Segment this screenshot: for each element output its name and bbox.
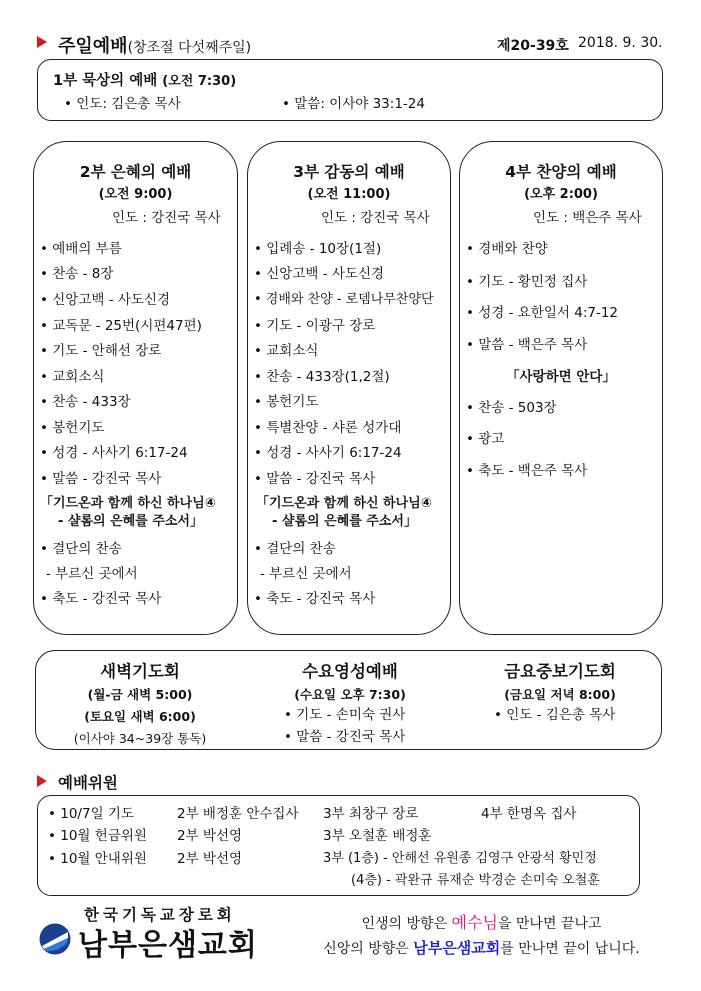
church-logo-icon	[38, 922, 72, 956]
section-marker-icon	[37, 36, 47, 48]
issue-number: 제20-39호	[497, 38, 569, 54]
list-item: • 찬송 - 503장	[466, 400, 557, 416]
service4-leader: 인도 : 백은주 목사	[533, 210, 642, 226]
committee-prayer-4: 4부 한명옥 집사	[481, 806, 577, 822]
page-title: 주일예배	[58, 36, 128, 57]
committee-usher-2: 2부 박선영	[177, 851, 243, 867]
wed-service-title: 수요영성예배	[302, 662, 398, 681]
sermon-title: 「기드온과 함께 하신 하나님④	[256, 496, 432, 511]
list-item: • 기도 - 황민정 집사	[466, 274, 588, 290]
list-item: • 말씀 - 백은주 목사	[466, 337, 588, 353]
committee-usher-3: 3부 (1층) - 안해선 유원종 김영구 안광석 황민정	[323, 851, 597, 866]
sermon-subtitle: - 샬롬의 은혜를 주소서」	[58, 514, 203, 529]
committee-offering-label: • 10월 헌금위원	[48, 828, 147, 844]
page-subtitle: (창조절 다섯째주일)	[127, 40, 252, 56]
committee-offering-2: 2부 박선영	[177, 828, 243, 844]
service3-time: (오전 11:00)	[307, 187, 391, 202]
fri-prayer-title: 금요중보기도회	[504, 662, 616, 681]
list-item: • 성경 - 사사기 6:17-24	[40, 445, 188, 461]
list-item: • 축도 - 백은주 목사	[466, 463, 588, 479]
list-item: • 특별찬양 - 샤론 성가대	[254, 420, 402, 436]
service2-time: (오전 9:00)	[98, 187, 173, 202]
service1-title-row	[53, 69, 236, 90]
list-item: • 봉헌기도	[40, 420, 105, 436]
list-item: • 예배의 부름	[40, 241, 122, 257]
dawn-prayer-title: 새벽기도회	[100, 662, 180, 681]
sermon-title: 「사랑하면 안다」	[506, 369, 616, 385]
service1-leader: • 인도: 김은총 목사	[64, 96, 181, 112]
service1-scripture: • 말씀: 이사야 33:1-24	[282, 96, 425, 112]
list-item: - 부르신 곳에서	[260, 566, 352, 582]
list-item: - 부르신 곳에서	[46, 566, 138, 582]
list-item: • 결단의 찬송	[40, 541, 122, 557]
list-item: • 입례송 - 10장(1절)	[254, 241, 382, 257]
service1-title: 1부 묵상의 예배	[53, 73, 158, 89]
list-item: • 경배와 찬양	[466, 241, 548, 257]
service2-leader: 인도 : 강진국 목사	[112, 210, 221, 226]
fri-prayer-leader: • 인도 - 김은총 목사	[494, 707, 616, 723]
committee-title: 예배위원	[58, 774, 118, 792]
slogan-highlight-jesus: 예수님	[451, 913, 498, 932]
list-item: • 찬송 - 433장	[40, 394, 131, 410]
service3-leader: 인도 : 강진국 목사	[321, 210, 430, 226]
list-item: • 교독문 - 25번(시편47편)	[40, 318, 202, 334]
dawn-prayer-saturday: (토요일 새벽 6:00)	[84, 709, 196, 724]
service1-time: (오전 7:30)	[162, 74, 237, 89]
list-item: • 말씀 - 강진국 목사	[254, 471, 376, 487]
list-item: • 경배와 찬양 - 로뎀나무찬양단	[254, 292, 434, 307]
slogan-highlight-church: 남부은샘교회	[413, 939, 501, 957]
committee-offering-3: 3부 오철훈 배정훈	[323, 828, 432, 844]
committee-usher-label: • 10월 안내위원	[48, 851, 147, 867]
slogan-line-1-end: 을 만나면 끝나고	[497, 916, 602, 932]
service4-title: 4부 찬양의 예배	[505, 163, 617, 181]
list-item: • 신앙고백 - 사도신경	[254, 266, 385, 282]
sermon-subtitle: - 샬롬의 은혜를 주소서」	[272, 514, 417, 529]
header-title-row	[58, 32, 251, 58]
service2-title: 2부 은혜의 예배	[79, 163, 192, 181]
list-item: • 말씀 - 강진국 목사	[40, 471, 162, 487]
list-item: • 광고	[466, 431, 505, 447]
list-item: • 봉헌기도	[254, 394, 319, 410]
sermon-title: 「기드온과 함께 하신 하나님④	[40, 496, 216, 511]
section-marker-icon	[37, 775, 47, 787]
wed-service-time: (수요일 오후 7:30)	[294, 687, 406, 702]
slogan-line-2-end: 를 만나면 끝이 납니다.	[500, 941, 640, 957]
committee-prayer-3: 3부 최창구 장로	[323, 806, 419, 822]
list-item: • 결단의 찬송	[254, 541, 336, 557]
committee-usher-4f: (4층) - 곽완규 류재순 박경순 손미숙 오철훈	[351, 873, 600, 888]
committee-prayer-2: 2부 배정훈 안수집사	[177, 806, 299, 822]
issue-date: 2018. 9. 30.	[578, 35, 663, 51]
wed-service-sermon: • 말씀 - 강진국 목사	[284, 729, 406, 745]
wed-service-prayer: • 기도 - 손미숙 권사	[284, 707, 406, 723]
committee-prayer-label: • 10/7일 기도	[48, 806, 134, 822]
service3-title: 3부 감동의 예배	[293, 163, 405, 181]
list-item: • 기도 - 이광구 장로	[254, 318, 376, 334]
slogan-line-2	[300, 937, 663, 958]
service4-time: (오후 2:00)	[524, 187, 598, 202]
fri-prayer-time: (금요일 저녁 8:00)	[504, 687, 616, 702]
list-item: • 찬송 - 8장	[40, 266, 114, 282]
list-item: • 신앙고백 - 사도신경	[40, 292, 171, 308]
slogan-line-1	[300, 910, 663, 933]
list-item: • 성경 - 요한일서 4:7-12	[466, 305, 619, 321]
church-name: 남부은샘교회	[78, 928, 258, 963]
list-item: • 성경 - 사사기 6:17-24	[254, 445, 402, 461]
slogan-line-2-text: 신앙의 방향은	[323, 941, 414, 957]
list-item: • 기도 - 안해선 장로	[40, 343, 162, 359]
dawn-prayer-weekday: (월-금 새벽 5:00)	[87, 687, 193, 702]
list-item: • 교회소식	[254, 343, 319, 359]
list-item: • 축도 - 강진국 목사	[40, 591, 162, 607]
dawn-prayer-reading: (이사야 34~39장 통독)	[73, 731, 207, 746]
list-item: • 축도 - 강진국 목사	[254, 591, 376, 607]
list-item: • 찬송 - 433장(1,2절)	[254, 369, 390, 385]
denomination-name: 한국기독교장로회	[84, 906, 236, 924]
slogan-line-1-text: 인생의 방향은	[361, 916, 452, 932]
list-item: • 교회소식	[40, 369, 105, 385]
